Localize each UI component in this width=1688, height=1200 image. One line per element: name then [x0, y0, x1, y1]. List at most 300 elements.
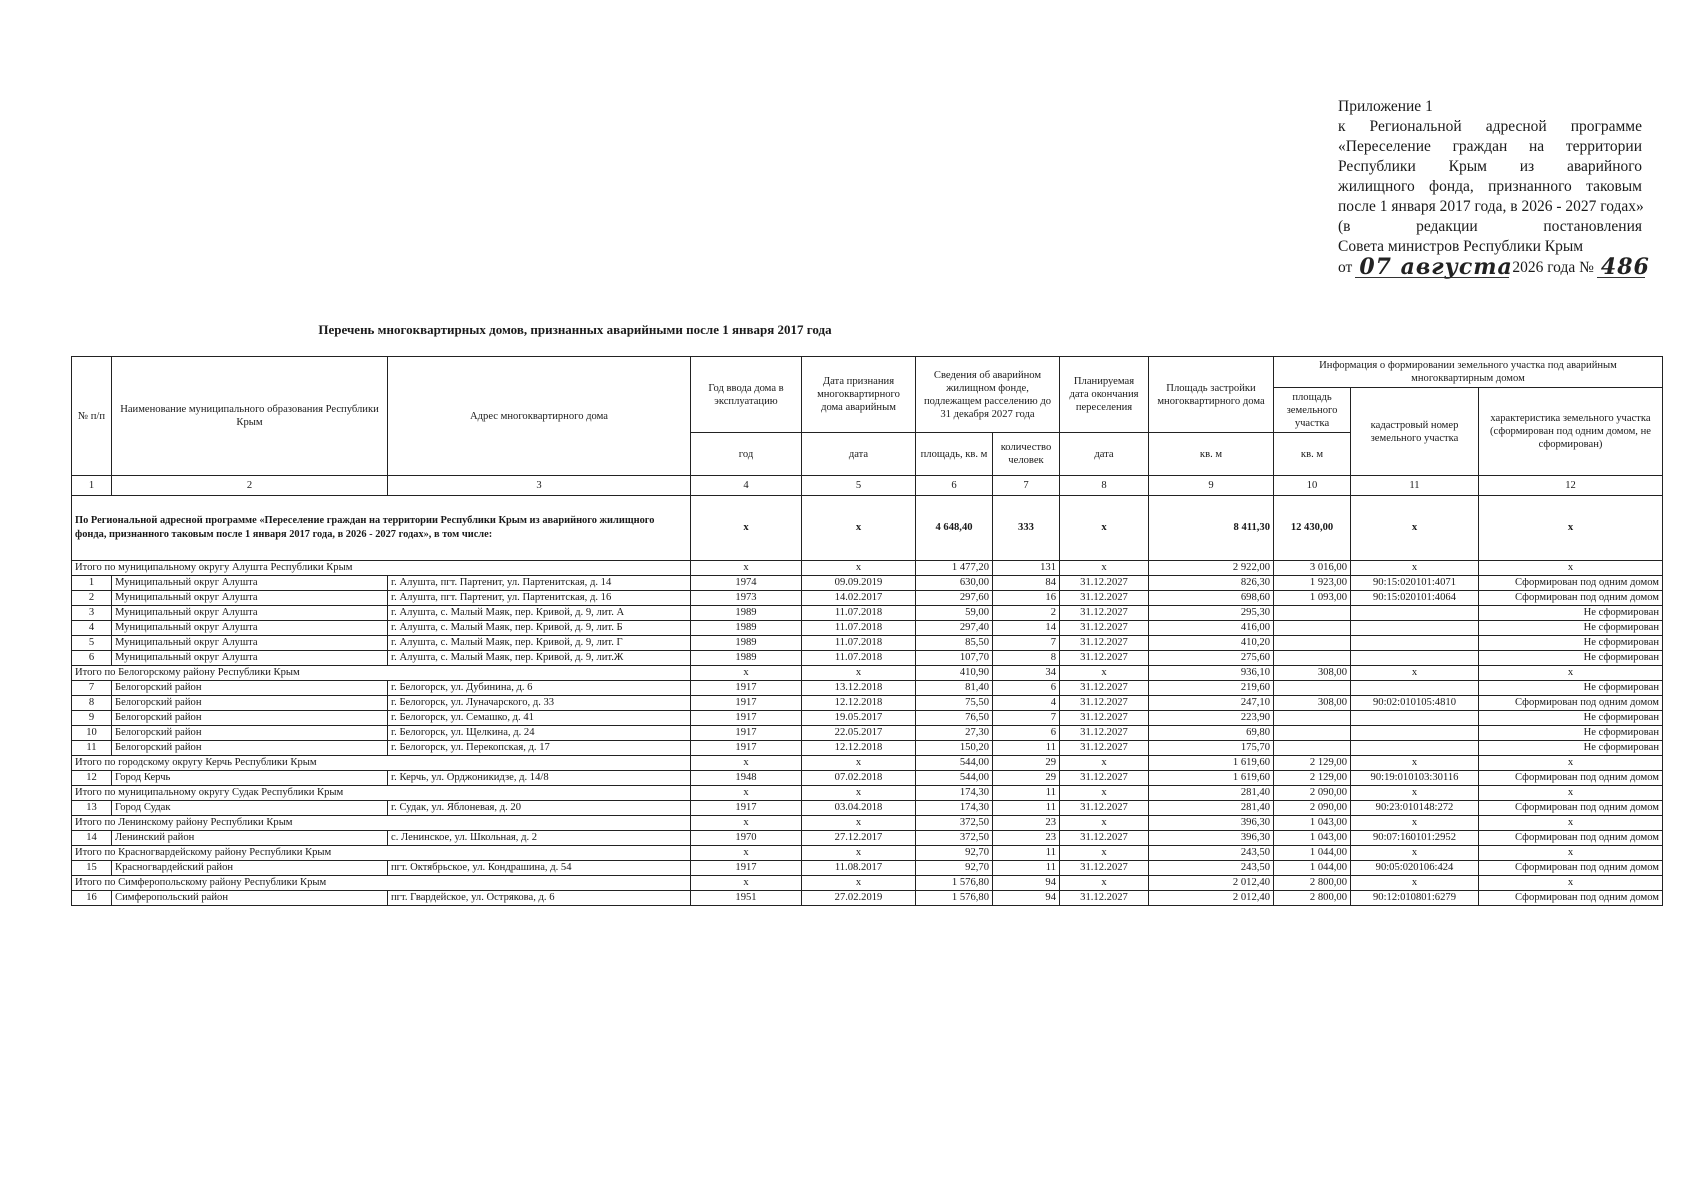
cell-built: 410,20	[1149, 636, 1274, 651]
handwritten-number: 486	[1597, 257, 1645, 278]
subtotal-label: Итого по Симферопольскому району Республики Крым	[72, 876, 691, 891]
cell-cadastral: x	[1351, 496, 1479, 561]
cell-people: 84	[993, 576, 1060, 591]
appendix-line: Приложение 1	[1338, 98, 1433, 115]
cell-address: г. Белогорск, ул. Луначарского, д. 33	[388, 696, 691, 711]
cell-date: 12.12.2018	[802, 696, 916, 711]
cell-address: г. Алушта, с. Малый Маяк, пер. Кривой, д. 9, лит.Ж	[388, 651, 691, 666]
cell-date: 27.12.2017	[802, 831, 916, 846]
subtotal-label: Итого по муниципальному округу Судак Республики Крым	[72, 786, 691, 801]
table-row	[72, 591, 1663, 606]
cell-year: 1989	[691, 606, 802, 621]
cell-planned: 31.12.2027	[1060, 741, 1149, 756]
header-land-info: Информация о формировании земельного участка под аварийным многоквартирным домом	[1274, 357, 1663, 388]
cell-people: 11	[993, 786, 1060, 801]
cell-people: 11	[993, 801, 1060, 816]
cell-cadastral: x	[1351, 561, 1479, 576]
cell-num: 1	[72, 576, 112, 591]
cell-cadastral	[1351, 741, 1479, 756]
header-planned-date: Планируемая дата окончания переселения	[1060, 357, 1149, 433]
cell-cadastral	[1351, 621, 1479, 636]
grand-total-label: По Региональной адресной программе «Переселение граждан на территории Республики Крым из аварийного жилищного фонда, признанного таковым после 1 января 2017 года, в 2026 - 2027 годах», в том числе:	[72, 496, 691, 561]
cell-land: 1 044,00	[1274, 846, 1351, 861]
header-built-area: Площадь застройки многоквартирного дома	[1149, 357, 1274, 433]
appendix-line: «Переселение граждан на территории	[1338, 138, 1642, 155]
subtotal-row	[72, 756, 1663, 771]
subtotal-label: Итого по муниципальному округу Алушта Республики Крым	[72, 561, 691, 576]
table-row	[72, 831, 1663, 846]
cell-planned: 31.12.2027	[1060, 576, 1149, 591]
cell-built: 247,10	[1149, 696, 1274, 711]
cell-cadastral	[1351, 606, 1479, 621]
appendix-block	[1338, 97, 1650, 280]
column-number: 4	[691, 476, 802, 496]
cell-municipality: Ленинский район	[112, 831, 388, 846]
cell-year: x	[691, 496, 802, 561]
cell-built: 396,30	[1149, 831, 1274, 846]
cell-num: 8	[72, 696, 112, 711]
cell-address: пгт. Гвардейское, ул. Острякова, д. 6	[388, 891, 691, 906]
cell-planned: x	[1060, 816, 1149, 831]
cell-planned: x	[1060, 666, 1149, 681]
cell-date: 11.07.2018	[802, 621, 916, 636]
cell-year: 1917	[691, 741, 802, 756]
cell-char: Сформирован под одним домом	[1479, 591, 1663, 606]
cell-planned: 31.12.2027	[1060, 606, 1149, 621]
cell-municipality: Красногвардейский район	[112, 861, 388, 876]
cell-municipality: Муниципальный округ Алушта	[112, 606, 388, 621]
subtotal-label: Итого по Белогорскому району Республики Крым	[72, 666, 691, 681]
table-row	[72, 621, 1663, 636]
cell-year: x	[691, 561, 802, 576]
cell-num: 5	[72, 636, 112, 651]
cell-built: 243,50	[1149, 861, 1274, 876]
cell-built: 1 619,60	[1149, 756, 1274, 771]
table-row	[72, 606, 1663, 621]
cell-date: x	[802, 786, 916, 801]
cell-built: 1 619,60	[1149, 771, 1274, 786]
header-land-area: площадь земельного участка	[1274, 388, 1351, 433]
cell-address: пгт. Октябрьское, ул. Кондрашина, д. 54	[388, 861, 691, 876]
cell-char: Сформирован под одним домом	[1479, 576, 1663, 591]
document-title: Перечень многоквартирных домов, признанных аварийными после 1 января 2017 года	[318, 322, 832, 337]
unit-area: площадь, кв. м	[916, 433, 993, 476]
cell-area: 4 648,40	[916, 496, 993, 561]
cell-planned: 31.12.2027	[1060, 591, 1149, 606]
cell-num: 3	[72, 606, 112, 621]
cell-date: 11.08.2017	[802, 861, 916, 876]
cell-municipality: Муниципальный округ Алушта	[112, 576, 388, 591]
cell-built: 281,40	[1149, 786, 1274, 801]
cell-municipality: Белогорский район	[112, 726, 388, 741]
cell-people: 23	[993, 831, 1060, 846]
cell-area: 630,00	[916, 576, 993, 591]
header-recognition-date: Дата признания многоквартирного дома аварийным	[802, 357, 916, 433]
cell-char: x	[1479, 561, 1663, 576]
cell-built: 295,30	[1149, 606, 1274, 621]
cell-num: 14	[72, 831, 112, 846]
cell-land: 308,00	[1274, 666, 1351, 681]
header-num: № п/п	[72, 357, 112, 476]
table-row	[72, 711, 1663, 726]
date-prefix: от	[1338, 259, 1353, 276]
header-municipality: Наименование муниципального образования Республики Крым	[112, 357, 388, 476]
cell-date: 14.02.2017	[802, 591, 916, 606]
cell-land	[1274, 681, 1351, 696]
cell-area: 150,20	[916, 741, 993, 756]
cell-date: 27.02.2019	[802, 891, 916, 906]
cell-area: 544,00	[916, 756, 993, 771]
cell-cadastral: x	[1351, 756, 1479, 771]
cell-built: 275,60	[1149, 651, 1274, 666]
cell-num: 2	[72, 591, 112, 606]
cell-land	[1274, 606, 1351, 621]
cell-people: 2	[993, 606, 1060, 621]
cell-address: г. Алушта, пгт. Партенит, ул. Партенитская, д. 14	[388, 576, 691, 591]
cell-people: 7	[993, 711, 1060, 726]
cell-built: 69,80	[1149, 726, 1274, 741]
cell-people: 94	[993, 891, 1060, 906]
cell-municipality: Белогорский район	[112, 681, 388, 696]
header-address: Адрес многоквартирного дома	[388, 357, 691, 476]
handwritten-date: 07 августа	[1355, 257, 1509, 278]
cell-address: г. Судак, ул. Яблоневая, д. 20	[388, 801, 691, 816]
subtotal-label: Итого по Ленинскому району Республики Крым	[72, 816, 691, 831]
appendix-line: (в редакции постановления	[1338, 218, 1642, 235]
cell-built: 8 411,30	[1149, 496, 1274, 561]
cell-address: г. Белогорск, ул. Дубинина, д. 6	[388, 681, 691, 696]
cell-year: x	[691, 756, 802, 771]
table-row	[72, 696, 1663, 711]
header-emergency-info: Сведения об аварийном жилищном фонде, подлежащем расселению до 31 декабря 2027 года	[916, 357, 1060, 433]
cell-municipality: Город Судак	[112, 801, 388, 816]
table-row	[72, 861, 1663, 876]
cell-land: 1 093,00	[1274, 591, 1351, 606]
cell-address: г. Керчь, ул. Орджоникидзе, д. 14/8	[388, 771, 691, 786]
cell-char: Не сформирован	[1479, 726, 1663, 741]
cell-people: 11	[993, 861, 1060, 876]
cell-cadastral: 90:19:010103:30116	[1351, 771, 1479, 786]
table-row	[72, 891, 1663, 906]
cell-people: 29	[993, 771, 1060, 786]
cell-char: Не сформирован	[1479, 711, 1663, 726]
cell-municipality: Белогорский район	[112, 741, 388, 756]
cell-land: 2 800,00	[1274, 891, 1351, 906]
cell-char: x	[1479, 786, 1663, 801]
cell-planned: x	[1060, 786, 1149, 801]
cell-num: 13	[72, 801, 112, 816]
cell-num: 16	[72, 891, 112, 906]
cell-area: 76,50	[916, 711, 993, 726]
cell-date: x	[802, 496, 916, 561]
header-land-char: характеристика земельного участка (сформирован под одним домом, не сформирован)	[1479, 388, 1663, 476]
unit-people: количество человек	[993, 433, 1060, 476]
subtotal-label: Итого по городскому округу Керчь Республики Крым	[72, 756, 691, 771]
cell-char: x	[1479, 756, 1663, 771]
column-number: 9	[1149, 476, 1274, 496]
cell-area: 174,30	[916, 786, 993, 801]
cell-char: Сформирован под одним домом	[1479, 831, 1663, 846]
cell-built: 698,60	[1149, 591, 1274, 606]
cell-land: 1 044,00	[1274, 861, 1351, 876]
column-number: 10	[1274, 476, 1351, 496]
cell-municipality: Белогорский район	[112, 711, 388, 726]
cell-land	[1274, 726, 1351, 741]
cell-address: с. Ленинское, ул. Школьная, д. 2	[388, 831, 691, 846]
cell-planned: 31.12.2027	[1060, 681, 1149, 696]
cell-built: 936,10	[1149, 666, 1274, 681]
appendix-line: Совета министров Республики Крым	[1338, 238, 1584, 255]
subtotal-row	[72, 876, 1663, 891]
cell-char: Не сформирован	[1479, 651, 1663, 666]
appendix-line: к Региональной адресной программе	[1338, 118, 1642, 135]
cell-date: x	[802, 756, 916, 771]
cell-char: Не сформирован	[1479, 606, 1663, 621]
unit-date-planned: дата	[1060, 433, 1149, 476]
header-cadastral: кадастровый номер земельного участка	[1351, 388, 1479, 476]
cell-date: 11.07.2018	[802, 651, 916, 666]
unit-date: дата	[802, 433, 916, 476]
appendix-line: после 1 января 2017 года, в 2026 - 2027 годах»	[1338, 198, 1644, 215]
cell-year: 1917	[691, 726, 802, 741]
cell-year: x	[691, 786, 802, 801]
cell-cadastral: 90:15:020101:4064	[1351, 591, 1479, 606]
cell-land	[1274, 651, 1351, 666]
cell-planned: 31.12.2027	[1060, 726, 1149, 741]
houses-table-wrap	[71, 356, 1662, 906]
cell-area: 544,00	[916, 771, 993, 786]
cell-people: 11	[993, 741, 1060, 756]
cell-land: 1 923,00	[1274, 576, 1351, 591]
cell-planned: x	[1060, 876, 1149, 891]
cell-char: Не сформирован	[1479, 681, 1663, 696]
cell-land: 12 430,00	[1274, 496, 1351, 561]
cell-address: г. Алушта, с. Малый Маяк, пер. Кривой, д. 9, лит. А	[388, 606, 691, 621]
cell-area: 1 576,80	[916, 876, 993, 891]
cell-planned: 31.12.2027	[1060, 861, 1149, 876]
column-number: 2	[112, 476, 388, 496]
cell-land: 1 043,00	[1274, 816, 1351, 831]
cell-land: 2 090,00	[1274, 801, 1351, 816]
cell-num: 12	[72, 771, 112, 786]
cell-year: 1917	[691, 696, 802, 711]
cell-char: Сформирован под одним домом	[1479, 696, 1663, 711]
column-number: 3	[388, 476, 691, 496]
cell-planned: 31.12.2027	[1060, 831, 1149, 846]
cell-num: 4	[72, 621, 112, 636]
cell-land: 2 129,00	[1274, 756, 1351, 771]
table-row	[72, 801, 1663, 816]
cell-date: 09.09.2019	[802, 576, 916, 591]
cell-date: 07.02.2018	[802, 771, 916, 786]
column-number-row	[72, 476, 1663, 496]
table-row	[72, 576, 1663, 591]
cell-cadastral: x	[1351, 876, 1479, 891]
cell-year: 1970	[691, 831, 802, 846]
cell-char: Сформирован под одним домом	[1479, 771, 1663, 786]
cell-char: Не сформирован	[1479, 741, 1663, 756]
cell-planned: 31.12.2027	[1060, 801, 1149, 816]
cell-year: x	[691, 666, 802, 681]
cell-built: 396,30	[1149, 816, 1274, 831]
cell-area: 1 477,20	[916, 561, 993, 576]
cell-address: г. Белогорск, ул. Семашко, д. 41	[388, 711, 691, 726]
cell-land: 2 129,00	[1274, 771, 1351, 786]
cell-date: 12.12.2018	[802, 741, 916, 756]
cell-year: x	[691, 846, 802, 861]
cell-cadastral	[1351, 726, 1479, 741]
grand-total-row	[72, 496, 1663, 561]
cell-address: г. Белогорск, ул. Перекопская, д. 17	[388, 741, 691, 756]
column-number: 12	[1479, 476, 1663, 496]
cell-municipality: Белогорский район	[112, 696, 388, 711]
cell-char: Сформирован под одним домом	[1479, 861, 1663, 876]
column-number: 11	[1351, 476, 1479, 496]
subtotal-row	[72, 561, 1663, 576]
cell-num: 11	[72, 741, 112, 756]
cell-people: 6	[993, 681, 1060, 696]
cell-built: 416,00	[1149, 621, 1274, 636]
cell-people: 34	[993, 666, 1060, 681]
appendix-line: Республики Крым из аварийного	[1338, 158, 1642, 175]
cell-area: 297,40	[916, 621, 993, 636]
cell-char: x	[1479, 666, 1663, 681]
cell-date: 03.04.2018	[802, 801, 916, 816]
table-row	[72, 636, 1663, 651]
table-row	[72, 726, 1663, 741]
cell-area: 372,50	[916, 831, 993, 846]
cell-address: г. Белогорск, ул. Щелкина, д. 24	[388, 726, 691, 741]
cell-year: 1951	[691, 891, 802, 906]
cell-year: 1917	[691, 801, 802, 816]
unit-sqm-built: кв. м	[1149, 433, 1274, 476]
cell-date: 13.12.2018	[802, 681, 916, 696]
cell-area: 174,30	[916, 801, 993, 816]
cell-cadastral	[1351, 681, 1479, 696]
cell-planned: 31.12.2027	[1060, 891, 1149, 906]
column-number: 7	[993, 476, 1060, 496]
cell-date: x	[802, 876, 916, 891]
cell-people: 131	[993, 561, 1060, 576]
subtotal-label: Итого по Красногвардейскому району Республики Крым	[72, 846, 691, 861]
cell-planned: 31.12.2027	[1060, 711, 1149, 726]
cell-area: 27,30	[916, 726, 993, 741]
cell-planned: x	[1060, 561, 1149, 576]
cell-municipality: Муниципальный округ Алушта	[112, 636, 388, 651]
cell-land	[1274, 711, 1351, 726]
cell-cadastral: 90:05:020106:424	[1351, 861, 1479, 876]
column-number: 6	[916, 476, 993, 496]
cell-cadastral	[1351, 711, 1479, 726]
cell-date: 11.07.2018	[802, 606, 916, 621]
cell-year: 1989	[691, 621, 802, 636]
cell-people: 23	[993, 816, 1060, 831]
cell-cadastral: x	[1351, 786, 1479, 801]
cell-date: x	[802, 846, 916, 861]
cell-land	[1274, 636, 1351, 651]
cell-people: 4	[993, 696, 1060, 711]
cell-date: x	[802, 816, 916, 831]
cell-municipality: Симферопольский район	[112, 891, 388, 906]
cell-year: 1973	[691, 591, 802, 606]
cell-cadastral: 90:15:020101:4071	[1351, 576, 1479, 591]
cell-year: x	[691, 876, 802, 891]
cell-char: x	[1479, 876, 1663, 891]
cell-people: 29	[993, 756, 1060, 771]
cell-planned: x	[1060, 846, 1149, 861]
cell-date: x	[802, 666, 916, 681]
subtotal-row	[72, 816, 1663, 831]
cell-land: 1 043,00	[1274, 831, 1351, 846]
cell-num: 7	[72, 681, 112, 696]
cell-planned: x	[1060, 756, 1149, 771]
cell-built: 2 922,00	[1149, 561, 1274, 576]
cell-cadastral: 90:23:010148:272	[1351, 801, 1479, 816]
cell-cadastral: x	[1351, 846, 1479, 861]
cell-land	[1274, 741, 1351, 756]
cell-char: Не сформирован	[1479, 636, 1663, 651]
cell-people: 8	[993, 651, 1060, 666]
cell-cadastral: x	[1351, 816, 1479, 831]
cell-built: 223,90	[1149, 711, 1274, 726]
resolution-date-row	[1338, 254, 1650, 280]
cell-address: г. Алушта, пгт. Партенит, ул. Партенитская, д. 16	[388, 591, 691, 606]
cell-land: 308,00	[1274, 696, 1351, 711]
cell-cadastral: 90:12:010801:6279	[1351, 891, 1479, 906]
unit-sqm-land: кв. м	[1274, 433, 1351, 476]
subtotal-row	[72, 666, 1663, 681]
cell-year: 1974	[691, 576, 802, 591]
cell-built: 219,60	[1149, 681, 1274, 696]
cell-land	[1274, 621, 1351, 636]
cell-year: 1989	[691, 636, 802, 651]
cell-area: 92,70	[916, 846, 993, 861]
cell-area: 85,50	[916, 636, 993, 651]
appendix-line: жилищного фонда, признанного таковым	[1338, 178, 1642, 195]
cell-people: 94	[993, 876, 1060, 891]
cell-municipality: Муниципальный округ Алушта	[112, 651, 388, 666]
cell-planned: 31.12.2027	[1060, 771, 1149, 786]
cell-area: 81,40	[916, 681, 993, 696]
cell-municipality: Муниципальный округ Алушта	[112, 591, 388, 606]
cell-area: 372,50	[916, 816, 993, 831]
cell-area: 410,90	[916, 666, 993, 681]
cell-cadastral: x	[1351, 666, 1479, 681]
cell-num: 6	[72, 651, 112, 666]
cell-people: 11	[993, 846, 1060, 861]
cell-year: 1917	[691, 861, 802, 876]
cell-year: 1917	[691, 711, 802, 726]
table-row	[72, 741, 1663, 756]
cell-built: 243,50	[1149, 846, 1274, 861]
cell-cadastral	[1351, 651, 1479, 666]
cell-people: 6	[993, 726, 1060, 741]
cell-municipality: Город Керчь	[112, 771, 388, 786]
cell-date: 22.05.2017	[802, 726, 916, 741]
cell-cadastral: 90:02:010105:4810	[1351, 696, 1479, 711]
cell-char: Сформирован под одним домом	[1479, 891, 1663, 906]
cell-year: 1917	[691, 681, 802, 696]
cell-char: Не сформирован	[1479, 621, 1663, 636]
table-row	[72, 651, 1663, 666]
cell-address: г. Алушта, с. Малый Маяк, пер. Кривой, д. 9, лит. Б	[388, 621, 691, 636]
cell-planned: x	[1060, 496, 1149, 561]
column-number: 1	[72, 476, 112, 496]
cell-built: 2 012,40	[1149, 876, 1274, 891]
cell-people: 14	[993, 621, 1060, 636]
cell-area: 75,50	[916, 696, 993, 711]
cell-built: 826,30	[1149, 576, 1274, 591]
